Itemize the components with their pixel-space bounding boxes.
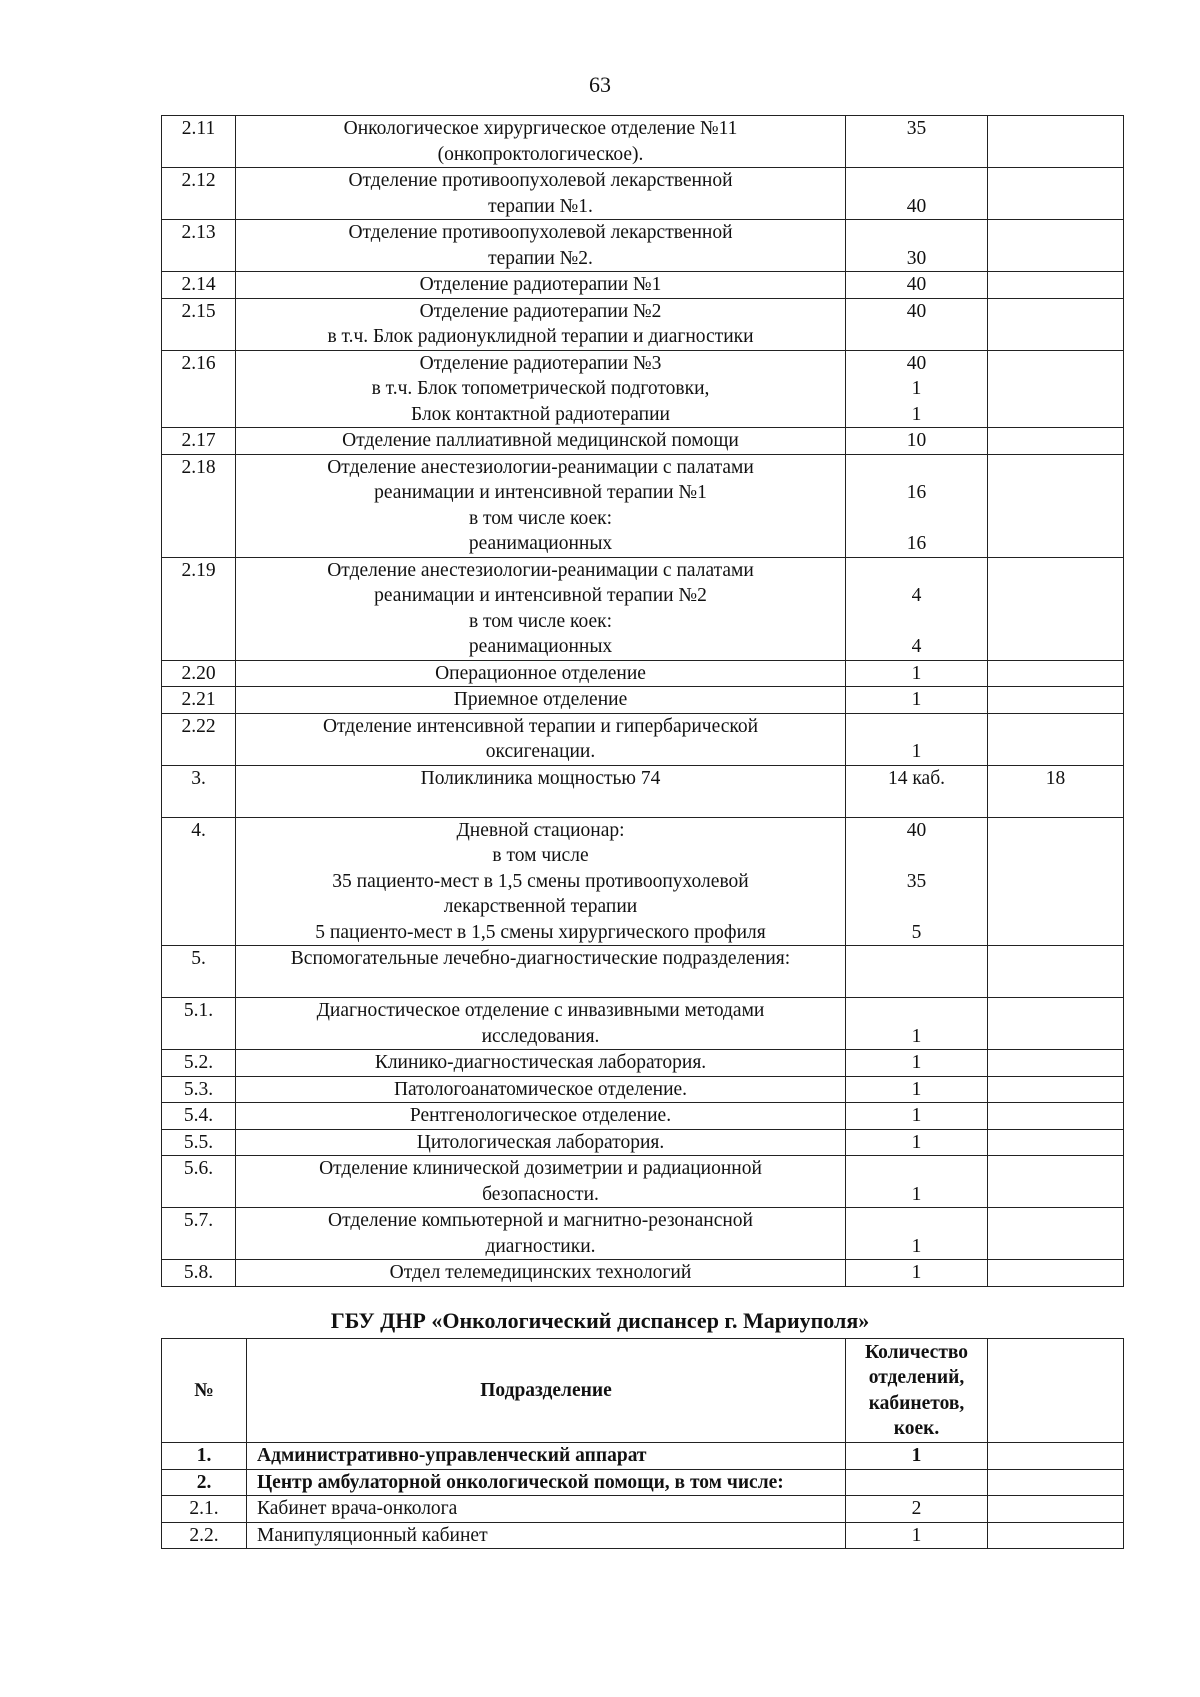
- row-number: 2.15: [162, 298, 236, 350]
- row-name-line: Операционное отделение: [435, 662, 646, 684]
- row-quantity-line: [846, 791, 987, 817]
- row-quantity: [846, 1260, 988, 1287]
- row-name-line: Диагностическое отделение с инвазивными методами: [316, 1000, 765, 1021]
- row-number: 2.21: [162, 687, 236, 714]
- row-name-line: в том числе коек:: [468, 610, 613, 632]
- table-row: [162, 116, 1124, 168]
- row-quantity-line: 1: [911, 662, 922, 684]
- page-number: 63: [589, 72, 611, 97]
- row-extra: [988, 998, 1124, 1050]
- row-number: 5.2.: [162, 1050, 236, 1077]
- row-quantity-line: 1: [911, 378, 922, 399]
- row-extra: [988, 454, 1124, 557]
- row-extra: [988, 1522, 1124, 1549]
- departments-table: [161, 115, 1124, 1287]
- row-name-line: в том числе коек:: [468, 507, 613, 529]
- row-quantity-line: [846, 972, 987, 998]
- table-row: [162, 765, 1124, 817]
- header-qty-line: кабинетов,: [868, 1392, 965, 1414]
- row-number: 2.22: [162, 713, 236, 765]
- row-name-line: Онкологическое хирургическое отделение №11: [343, 118, 738, 139]
- row-name: [236, 946, 846, 998]
- table-row: [162, 1469, 1124, 1496]
- row-name-line: реанимационных: [468, 533, 613, 554]
- row-quantity: [846, 660, 988, 687]
- row-quantity: [846, 1469, 988, 1496]
- row-name-line: Отделение анестезиологии-реанимации с палатами: [327, 456, 754, 478]
- row-quantity: [846, 998, 988, 1050]
- row-extra: [988, 116, 1124, 168]
- row-quantity-line: [846, 142, 987, 168]
- row-name: [236, 350, 846, 428]
- table-row: [162, 1050, 1124, 1077]
- row-name: [236, 557, 846, 660]
- row-name-line: в т.ч. Блок радионуклидной терапии и диагностики: [327, 326, 754, 347]
- row-quantity-line: 1: [911, 1131, 922, 1153]
- row-quantity: [846, 765, 988, 817]
- row-name-line: Дневной стационар:: [456, 819, 625, 841]
- row-quantity-line: [846, 843, 987, 869]
- row-extra: [988, 946, 1124, 998]
- row-quantity-line: [846, 998, 987, 1024]
- table-row: [162, 220, 1124, 272]
- row-name: [236, 1156, 846, 1208]
- row-extra: 18: [988, 765, 1124, 817]
- row-number: 2.12: [162, 168, 236, 220]
- row-quantity-line: 1: [911, 1262, 922, 1283]
- table-row: [162, 1103, 1124, 1130]
- row-name: [236, 687, 846, 714]
- row-quantity-line: [846, 455, 987, 481]
- row-quantity: [846, 428, 988, 455]
- row-quantity: [846, 168, 988, 220]
- table-row: [162, 298, 1124, 350]
- row-quantity-line: 4: [911, 585, 922, 606]
- row-number: 5.7.: [162, 1208, 236, 1260]
- table-row: [162, 998, 1124, 1050]
- header-qty-line: Количество: [864, 1341, 969, 1363]
- row-quantity-line: [846, 558, 987, 584]
- table-row: [162, 687, 1124, 714]
- row-number: 3.: [162, 765, 236, 817]
- row-name: [236, 454, 846, 557]
- row-quantity: 2: [846, 1496, 988, 1523]
- table-row: [162, 817, 1124, 946]
- row-extra: [988, 817, 1124, 946]
- row-quantity-line: 1: [911, 1235, 922, 1257]
- row-name: [236, 1076, 846, 1103]
- row-number: 2.1.: [162, 1496, 247, 1523]
- mariupol-dispensary-table: [161, 1338, 1124, 1549]
- header-qty: [846, 1339, 988, 1443]
- header-extra: [988, 1339, 1124, 1443]
- row-name: Центр амбулаторной онкологической помощи, в том числе:: [247, 1469, 846, 1496]
- row-number: 4.: [162, 817, 236, 946]
- row-quantity-line: [846, 1208, 987, 1234]
- row-extra: [988, 1076, 1124, 1103]
- row-name: [236, 1260, 846, 1287]
- row-number: 2.17: [162, 428, 236, 455]
- table-row: [162, 557, 1124, 660]
- row-quantity-line: 1: [911, 741, 922, 762]
- header-num: №: [162, 1339, 247, 1443]
- table-row: [162, 1129, 1124, 1156]
- row-number: 5.: [162, 946, 236, 998]
- row-name-line: Приемное отделение: [453, 689, 628, 710]
- row-name: [236, 1129, 846, 1156]
- row-quantity: 1: [846, 1443, 988, 1470]
- row-name-line: реанимации и интенсивной терапии №2: [374, 585, 707, 606]
- row-quantity-line: 40: [906, 274, 927, 295]
- row-name-line: оксигенации.: [485, 741, 596, 762]
- row-number: 5.6.: [162, 1156, 236, 1208]
- row-number: 5.1.: [162, 998, 236, 1050]
- row-name-line: безопасности.: [482, 1183, 599, 1205]
- row-extra: [988, 1156, 1124, 1208]
- row-name-line: Отделение интенсивной терапии и гипербарической: [322, 715, 759, 737]
- row-name: [236, 765, 846, 817]
- row-name-line: в том числе: [492, 845, 589, 866]
- row-extra: [988, 272, 1124, 299]
- row-quantity: [846, 1156, 988, 1208]
- row-name-line: терапии №1.: [488, 195, 593, 217]
- row-name: Манипуляционный кабинет: [247, 1522, 846, 1549]
- row-quantity: [846, 817, 988, 946]
- header-qty-line: коек.: [893, 1418, 940, 1439]
- row-extra: [988, 1103, 1124, 1130]
- row-quantity: [846, 1050, 988, 1077]
- row-extra: [988, 1496, 1124, 1523]
- table-row: [162, 428, 1124, 455]
- table-row: [162, 454, 1124, 557]
- row-quantity-line: 1: [911, 1052, 922, 1073]
- row-quantity: [846, 1208, 988, 1260]
- row-name-line: Отделение радиотерапии №3: [419, 352, 662, 374]
- row-quantity: [846, 116, 988, 168]
- row-name-line: Отделение анестезиологии-реанимации с палатами: [327, 559, 754, 581]
- row-number: 2.11: [162, 116, 236, 168]
- row-name-line: Блок контактной радиотерапии: [411, 403, 670, 425]
- row-extra: [988, 220, 1124, 272]
- row-name-line: 35 пациенто-мест в 1,5 смены противоопухолевой: [332, 870, 749, 892]
- row-quantity: [846, 298, 988, 350]
- header-qty-line: отделений,: [868, 1367, 965, 1388]
- table-row: [162, 1443, 1124, 1470]
- row-number: 1.: [162, 1443, 247, 1470]
- row-quantity-line: 35: [906, 870, 927, 892]
- row-name-line: Отделение противоопухолевой лекарственной: [348, 170, 733, 191]
- row-quantity: [846, 946, 988, 998]
- row-name-line: терапии №2.: [488, 247, 593, 269]
- table-row: [162, 1208, 1124, 1260]
- row-quantity-line: 1: [911, 1183, 922, 1205]
- row-name-line: Отделение радиотерапии №1: [419, 274, 662, 295]
- table-row: [162, 713, 1124, 765]
- row-quantity-line: 16: [906, 533, 927, 554]
- row-number: 2.16: [162, 350, 236, 428]
- row-quantity: [846, 272, 988, 299]
- row-quantity-line: 4: [911, 636, 922, 657]
- table-row: [162, 168, 1124, 220]
- row-name: [236, 428, 846, 455]
- row-name: [236, 713, 846, 765]
- row-name: [236, 220, 846, 272]
- row-name-line: реанимации и интенсивной терапии №1: [374, 482, 707, 503]
- row-number: 2.20: [162, 660, 236, 687]
- row-name-line: Патологоанатомическое отделение.: [393, 1078, 688, 1100]
- row-name-line: [236, 791, 845, 817]
- row-number: 5.8.: [162, 1260, 236, 1287]
- row-quantity: [846, 713, 988, 765]
- table-row: [162, 946, 1124, 998]
- row-extra: [988, 1129, 1124, 1156]
- row-number: 2.19: [162, 557, 236, 660]
- row-name-line: Отделение противоопухолевой лекарственной: [348, 222, 733, 243]
- row-name-line: лекарственной терапии: [443, 896, 638, 917]
- row-extra: [988, 1208, 1124, 1260]
- row-name: [236, 660, 846, 687]
- row-quantity: [846, 1103, 988, 1130]
- row-quantity: [846, 1129, 988, 1156]
- row-quantity-line: [846, 168, 987, 194]
- row-quantity-line: [846, 894, 987, 920]
- section-title: ГБУ ДНР «Онкологический диспансер г. Мариуполя»: [330, 1308, 870, 1333]
- row-name: [236, 998, 846, 1050]
- row-number: 5.4.: [162, 1103, 236, 1130]
- row-quantity: [846, 350, 988, 428]
- row-quantity-line: [846, 609, 987, 635]
- row-extra: [988, 1443, 1124, 1470]
- row-quantity-line: 40: [906, 195, 927, 217]
- row-name-line: исследования.: [481, 1025, 600, 1047]
- row-quantity-line: [846, 220, 987, 246]
- row-name-line: Клинико-диагностическая лаборатория.: [374, 1052, 707, 1073]
- row-extra: [988, 687, 1124, 714]
- row-name: [236, 1103, 846, 1130]
- row-name-line: Отделение компьютерной и магнитно-резонансной: [327, 1210, 753, 1231]
- row-extra: [988, 350, 1124, 428]
- row-quantity-line: [846, 1156, 987, 1182]
- row-name-line: (онкопроктологическое).: [437, 143, 644, 165]
- row-quantity-line: 1: [911, 1078, 922, 1100]
- row-name: [236, 1208, 846, 1260]
- row-name-line: Цитологическая лаборатория.: [416, 1131, 665, 1153]
- row-quantity-line: 1: [911, 1105, 922, 1126]
- row-name-line: Поликлиника мощностью 74: [420, 767, 661, 789]
- row-number: 2.: [162, 1469, 247, 1496]
- row-quantity-line: [846, 714, 987, 740]
- row-name: Административно-управленческий аппарат: [247, 1443, 846, 1470]
- row-quantity-line: 40: [906, 819, 927, 841]
- row-name-line: [236, 972, 845, 998]
- table-row: [162, 1156, 1124, 1208]
- row-name-line: диагностики.: [485, 1235, 596, 1257]
- row-quantity: [846, 1076, 988, 1103]
- row-quantity-line: 1: [911, 1025, 922, 1047]
- row-quantity-line: 30: [906, 247, 927, 269]
- row-name-line: Отделение клинической дозиметрии и радиационной: [319, 1158, 762, 1179]
- row-quantity-line: 5: [911, 921, 922, 943]
- row-number: 5.3.: [162, 1076, 236, 1103]
- table-row: [162, 660, 1124, 687]
- row-quantity: [846, 454, 988, 557]
- row-extra: [988, 1469, 1124, 1496]
- table-row: [162, 1260, 1124, 1287]
- row-extra: [988, 660, 1124, 687]
- row-name-line: Рентгенологическое отделение.: [409, 1105, 672, 1126]
- row-quantity-line: 14 каб.: [887, 767, 945, 789]
- table-row: [162, 350, 1124, 428]
- row-quantity-line: 1: [911, 403, 922, 425]
- row-number: 2.14: [162, 272, 236, 299]
- table-header-row: [162, 1339, 1124, 1443]
- row-extra: [988, 713, 1124, 765]
- row-name: [236, 298, 846, 350]
- row-quantity-line: 40: [906, 352, 927, 374]
- header-name: Подразделение: [247, 1339, 846, 1443]
- row-extra: [988, 168, 1124, 220]
- row-number: 5.5.: [162, 1129, 236, 1156]
- row-quantity-line: 1: [911, 689, 922, 710]
- row-number: 2.2.: [162, 1522, 247, 1549]
- row-quantity: [846, 687, 988, 714]
- row-name-line: Вспомогательные лечебно-диагностические подразделения:: [290, 948, 791, 969]
- row-name: [236, 168, 846, 220]
- row-extra: [988, 298, 1124, 350]
- row-name: [236, 817, 846, 946]
- table-row: [162, 1076, 1124, 1103]
- row-extra: [988, 1050, 1124, 1077]
- row-name-line: в т.ч. Блок топометрической подготовки,: [371, 378, 710, 399]
- row-quantity-line: 40: [906, 300, 927, 322]
- row-name: Кабинет врача-онколога: [247, 1496, 846, 1523]
- row-quantity-line: 16: [906, 482, 927, 503]
- row-name-line: Отделение радиотерапии №2: [419, 300, 662, 322]
- row-quantity-line: 10: [906, 430, 927, 451]
- row-number: 2.18: [162, 454, 236, 557]
- row-extra: [988, 557, 1124, 660]
- table-row: [162, 1496, 1124, 1523]
- row-name-line: 5 пациенто-мест в 1,5 смены хирургического профиля: [315, 921, 766, 943]
- table-row: [162, 272, 1124, 299]
- row-quantity-line: [846, 324, 987, 350]
- row-quantity-line: 35: [906, 118, 927, 139]
- row-quantity: 1: [846, 1522, 988, 1549]
- row-quantity-line: [846, 506, 987, 532]
- row-number: 2.13: [162, 220, 236, 272]
- row-name: [236, 272, 846, 299]
- row-quantity: [846, 557, 988, 660]
- row-name-line: Отдел телемедицинских технологий: [389, 1262, 692, 1283]
- row-quantity-line: [846, 946, 987, 972]
- table-row: [162, 1522, 1124, 1549]
- row-name: [236, 1050, 846, 1077]
- row-name: [236, 116, 846, 168]
- row-extra: [988, 428, 1124, 455]
- row-name-line: Отделение паллиативной медицинской помощи: [342, 430, 739, 451]
- row-quantity: [846, 220, 988, 272]
- row-name-line: реанимационных: [468, 636, 613, 657]
- row-extra: [988, 1260, 1124, 1287]
